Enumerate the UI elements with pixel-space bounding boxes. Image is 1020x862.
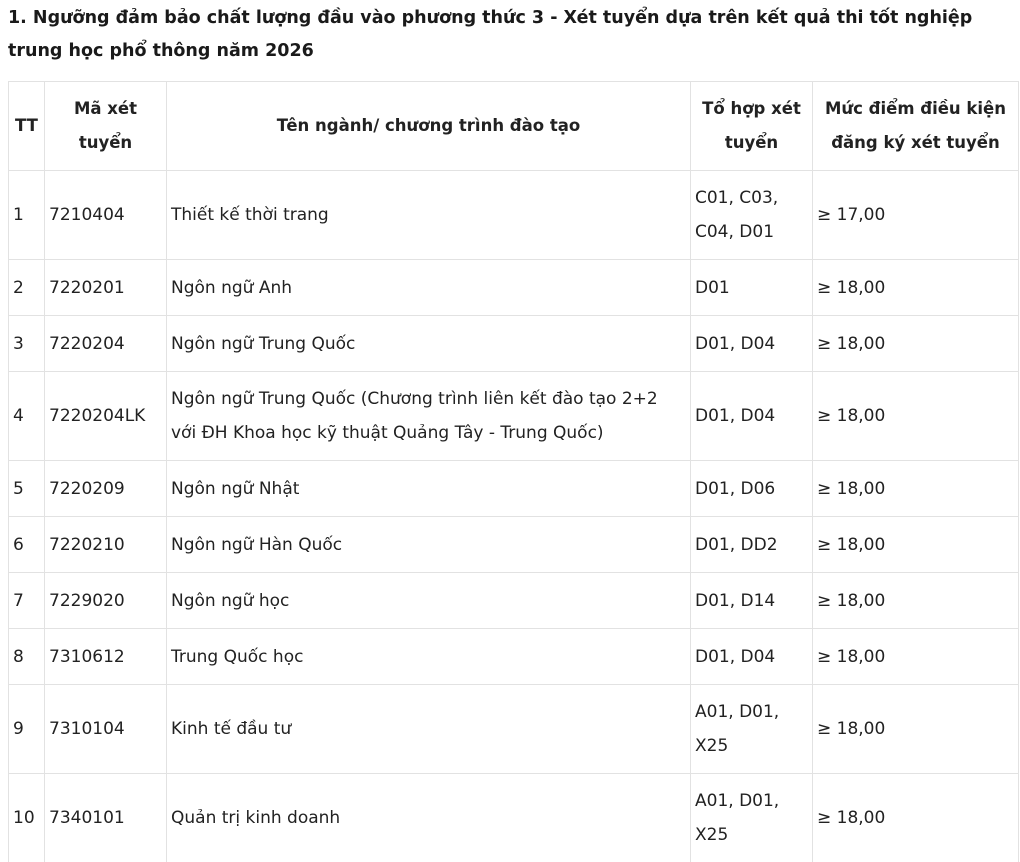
cell-combination: A01, D01, X25: [691, 685, 813, 774]
cell-score: ≥ 18,00: [813, 774, 1019, 862]
cell-program: Thiết kế thời trang: [167, 171, 691, 260]
table-row: [9, 316, 1019, 372]
table-row: [9, 685, 1019, 774]
header-tt: TT: [9, 82, 45, 171]
cell-program: Ngôn ngữ Trung Quốc: [167, 316, 691, 372]
cell-combination: A01, D01, X25: [691, 774, 813, 862]
cell-score: ≥ 18,00: [813, 517, 1019, 573]
cell-tt: 8: [9, 629, 45, 685]
cell-program: Ngôn ngữ Hàn Quốc: [167, 517, 691, 573]
cell-score: ≥ 18,00: [813, 685, 1019, 774]
cell-tt: 4: [9, 372, 45, 461]
table-row: [9, 517, 1019, 573]
header-program: Tên ngành/ chương trình đào tạo: [167, 82, 691, 171]
cell-program: Ngôn ngữ Nhật: [167, 461, 691, 517]
cell-tt: 10: [9, 774, 45, 862]
cell-score: ≥ 18,00: [813, 372, 1019, 461]
cell-code: 7220204LK: [45, 372, 167, 461]
cell-combination: C01, C03, C04, D01: [691, 171, 813, 260]
cell-tt: 9: [9, 685, 45, 774]
cell-tt: 1: [9, 171, 45, 260]
cell-combination: D01: [691, 260, 813, 316]
cell-combination: D01, D14: [691, 573, 813, 629]
cell-combination: D01, D06: [691, 461, 813, 517]
table-row: [9, 573, 1019, 629]
header-code: Mã xét tuyển: [45, 82, 167, 171]
cell-combination: D01, D04: [691, 629, 813, 685]
cell-code: 7210404: [45, 171, 167, 260]
cell-program: Kinh tế đầu tư: [167, 685, 691, 774]
cell-code: 7229020: [45, 573, 167, 629]
header-score: Mức điểm điều kiện đăng ký xét tuyển: [813, 82, 1019, 171]
table-row: [9, 171, 1019, 260]
cell-combination: D01, D04: [691, 372, 813, 461]
cell-code: 7310104: [45, 685, 167, 774]
cell-tt: 2: [9, 260, 45, 316]
cell-tt: 6: [9, 517, 45, 573]
cell-combination: D01, DD2: [691, 517, 813, 573]
cell-score: ≥ 18,00: [813, 573, 1019, 629]
cell-program: Ngôn ngữ học: [167, 573, 691, 629]
cell-code: 7220209: [45, 461, 167, 517]
cell-program: Quản trị kinh doanh: [167, 774, 691, 862]
cell-code: 7220201: [45, 260, 167, 316]
cell-score: ≥ 18,00: [813, 260, 1019, 316]
cell-tt: 5: [9, 461, 45, 517]
cell-score: ≥ 18,00: [813, 629, 1019, 685]
cell-program: Ngôn ngữ Trung Quốc (Chương trình liên kết đào tạo 2+2 với ĐH Khoa học kỹ thuật Quảng Tây - Trung Quốc): [167, 372, 691, 461]
section-title: 1. Ngưỡng đảm bảo chất lượng đầu vào phương thức 3 - Xét tuyển dựa trên kết quả thi tốt nghiệp trung học phổ thông năm 2026: [8, 8, 973, 61]
cell-tt: 7: [9, 573, 45, 629]
cell-score: ≥ 17,00: [813, 171, 1019, 260]
table-row: [9, 372, 1019, 461]
cell-score: ≥ 18,00: [813, 316, 1019, 372]
table-row: [9, 461, 1019, 517]
cell-combination: D01, D04: [691, 316, 813, 372]
admission-threshold-table: [8, 81, 1019, 862]
cell-program: Trung Quốc học: [167, 629, 691, 685]
cell-code: 7220204: [45, 316, 167, 372]
cell-code: 7220210: [45, 517, 167, 573]
cell-code: 7310612: [45, 629, 167, 685]
cell-code: 7340101: [45, 774, 167, 862]
table-row: [9, 629, 1019, 685]
cell-tt: 3: [9, 316, 45, 372]
table-header-row: [9, 82, 1019, 171]
table-row: [9, 774, 1019, 862]
cell-program: Ngôn ngữ Anh: [167, 260, 691, 316]
table-row: [9, 260, 1019, 316]
header-combination: Tổ hợp xét tuyển: [691, 82, 813, 171]
cell-score: ≥ 18,00: [813, 461, 1019, 517]
